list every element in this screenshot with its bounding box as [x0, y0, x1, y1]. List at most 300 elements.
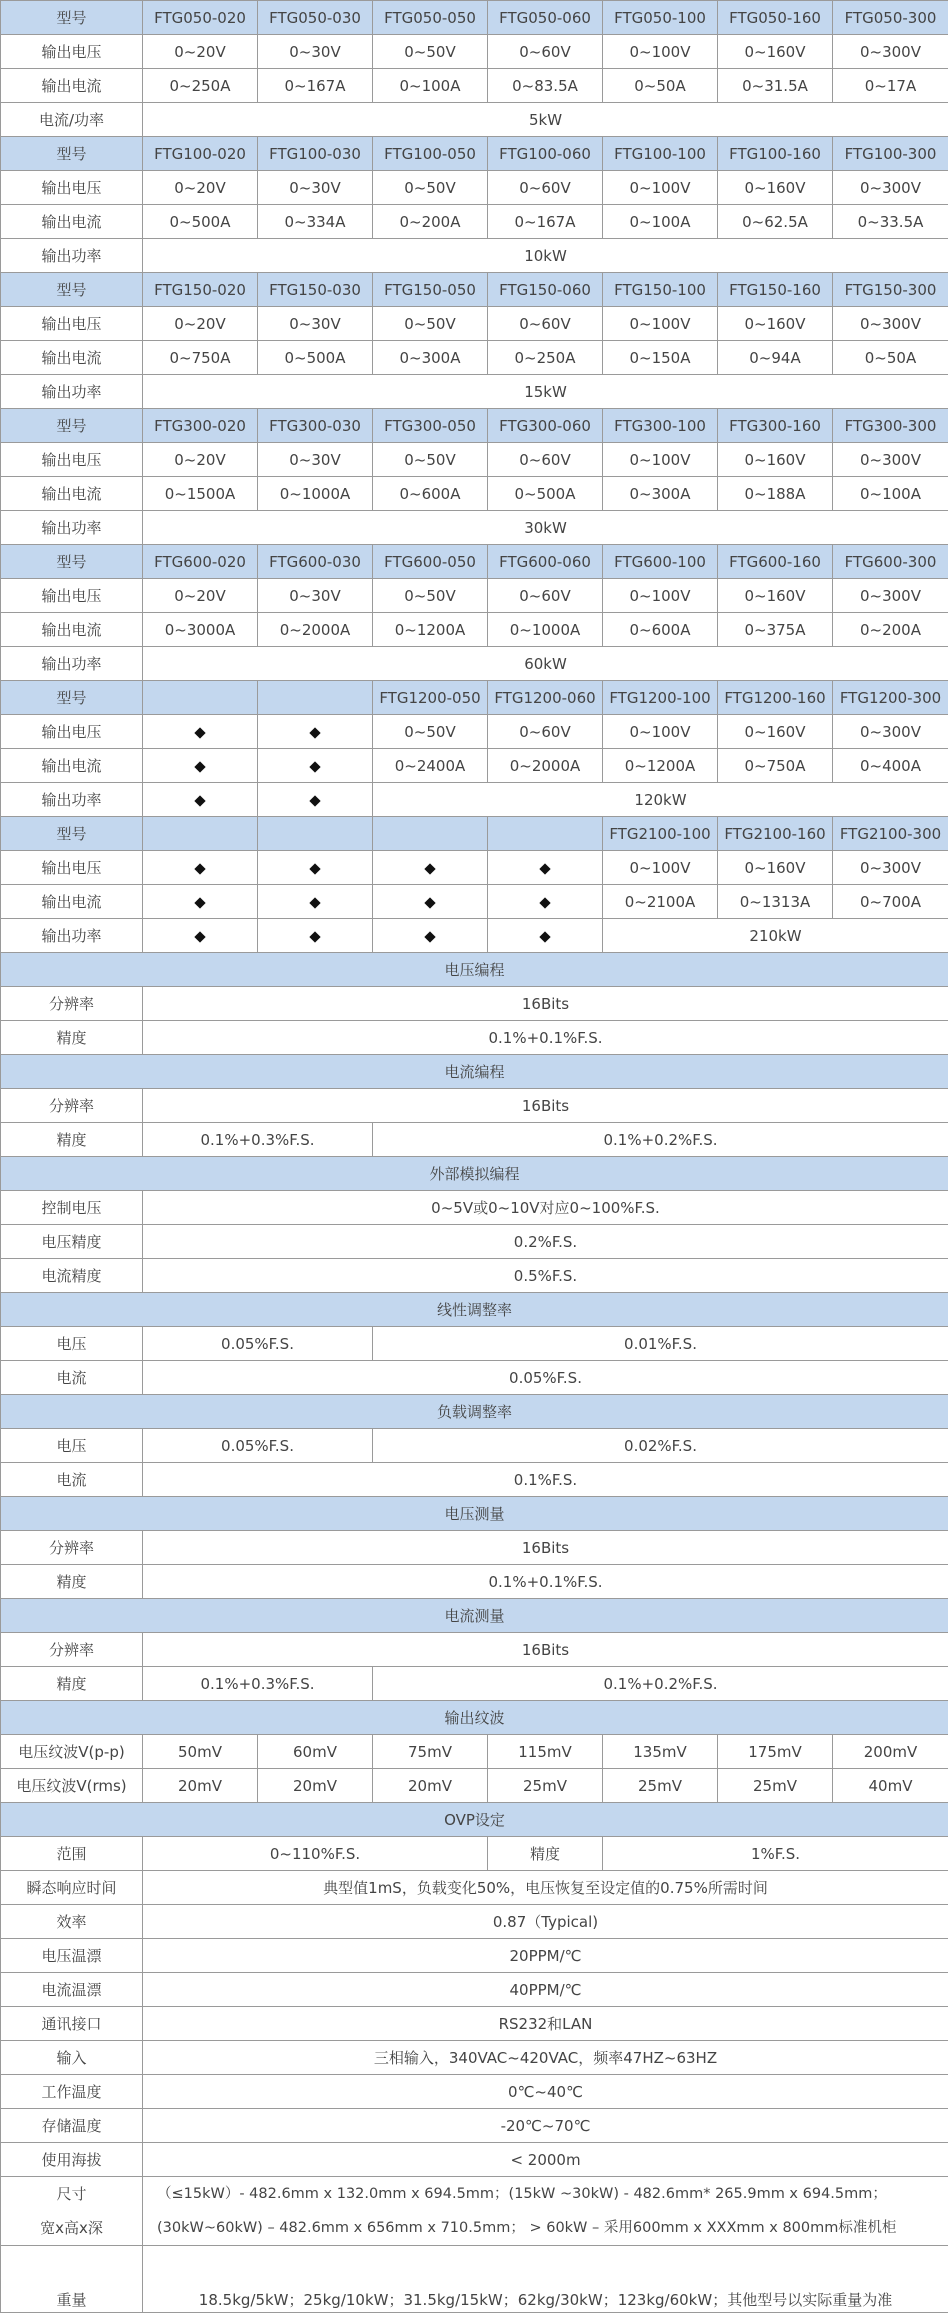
diamond-icon: [194, 795, 205, 806]
row-label-voltage-drift: 电压温漂: [1, 1939, 143, 1973]
table-row: [1, 715, 948, 749]
model-cell: FTG600-020: [143, 545, 258, 579]
row-label-control-voltage: 控制电压: [1, 1191, 143, 1225]
table-row: [1, 1089, 948, 1123]
iout-cell: 0~62.5A: [718, 205, 833, 239]
model-cell: FTG100-020: [143, 137, 258, 171]
iout-cell: 0~1000A: [488, 613, 603, 647]
model-cell: FTG300-020: [143, 409, 258, 443]
empty-model-cell: [143, 817, 258, 851]
size-cell: [143, 2177, 948, 2246]
value-cell: 0.1%F.S.: [143, 1463, 948, 1497]
model-cell: FTG1200-060: [488, 681, 603, 715]
not-available-cell: [373, 851, 488, 885]
table-row: [1, 2109, 948, 2143]
table-row: [1, 1735, 948, 1769]
row-label-current: 电流: [1, 1361, 143, 1395]
iout-cell: 0~250A: [488, 341, 603, 375]
table-row: [1, 1701, 948, 1735]
ripple-cell: 175mV: [718, 1735, 833, 1769]
row-label-model: 型号: [1, 273, 143, 307]
iout-cell: 0~300A: [603, 477, 718, 511]
model-cell: FTG100-030: [258, 137, 373, 171]
iout-cell: 0~100A: [373, 69, 488, 103]
vout-cell: 0~300V: [833, 579, 948, 613]
diamond-icon: [539, 863, 550, 874]
section-title-external-programming: 外部模拟编程: [1, 1157, 948, 1191]
section-title-load-regulation: 负载调整率: [1, 1395, 948, 1429]
vout-cell: 0~60V: [488, 579, 603, 613]
vout-cell: 0~160V: [718, 579, 833, 613]
not-available-cell: [143, 715, 258, 749]
table-row: [1, 613, 948, 647]
value-cell: 0.1%+0.2%F.S.: [373, 1123, 948, 1157]
vout-cell: 0~20V: [143, 171, 258, 205]
vout-cell: 0~20V: [143, 307, 258, 341]
table-row: [1, 1837, 948, 1871]
table-row: [1, 2041, 948, 2075]
iout-cell: 0~200A: [833, 613, 948, 647]
model-cell: FTG100-100: [603, 137, 718, 171]
table-row: [1, 919, 948, 953]
power-cell: 10kW: [143, 239, 948, 273]
value-cell: 40PPM/℃: [143, 1973, 948, 2007]
not-available-cell: [258, 749, 373, 783]
iout-cell: 0~2400A: [373, 749, 488, 783]
row-label-ripple-rms: 电压纹波V(rms): [1, 1769, 143, 1803]
table-row: [1, 749, 948, 783]
empty-model-cell: [488, 817, 603, 851]
ripple-cell: 20mV: [143, 1769, 258, 1803]
iout-cell: 0~31.5A: [718, 69, 833, 103]
row-label-iout: 输出电流: [1, 749, 143, 783]
vout-cell: 0~60V: [488, 171, 603, 205]
table-row: [1, 1803, 948, 1837]
table-row: [1, 1327, 948, 1361]
value-cell: 典型值1mS，负载变化50%，电压恢复至设定值的0.75%所需时间: [143, 1871, 948, 1905]
vout-cell: 0~100V: [603, 35, 718, 69]
value-cell: 16Bits: [143, 1089, 948, 1123]
table-row: [1, 783, 948, 817]
model-cell: FTG150-160: [718, 273, 833, 307]
diamond-icon: [309, 931, 320, 942]
model-cell: FTG150-020: [143, 273, 258, 307]
row-label-accuracy: 精度: [1, 1123, 143, 1157]
row-label-weight: 重量: [1, 2246, 143, 2313]
iout-cell: 0~167A: [488, 205, 603, 239]
value-cell: 0~110%F.S.: [143, 1837, 488, 1871]
iout-cell: 0~700A: [833, 885, 948, 919]
not-available-cell: [488, 885, 603, 919]
value-cell: 0.87（Typical): [143, 1905, 948, 1939]
row-label-vout: 输出电压: [1, 443, 143, 477]
vout-cell: 0~100V: [603, 307, 718, 341]
model-cell: FTG300-050: [373, 409, 488, 443]
table-row: [1, 1157, 948, 1191]
row-label-voltage-accuracy: 电压精度: [1, 1225, 143, 1259]
table-row: [1, 1531, 948, 1565]
table-row: [1, 1905, 948, 1939]
table-row: [1, 103, 948, 137]
not-available-cell: [258, 851, 373, 885]
diamond-icon: [194, 897, 205, 908]
vout-cell: 0~30V: [258, 35, 373, 69]
row-label-operating-temp: 工作温度: [1, 2075, 143, 2109]
row-label-power: 电流/功率: [1, 103, 143, 137]
vout-cell: 0~300V: [833, 443, 948, 477]
diamond-icon: [424, 931, 435, 942]
row-label-accuracy: 精度: [1, 1565, 143, 1599]
table-row: [1, 1633, 948, 1667]
value-cell: 0.1%+0.3%F.S.: [143, 1123, 373, 1157]
not-available-cell: [488, 851, 603, 885]
table-row: [1, 1, 948, 35]
not-available-cell: [258, 885, 373, 919]
iout-cell: 0~1200A: [603, 749, 718, 783]
ripple-cell: 20mV: [373, 1769, 488, 1803]
vout-cell: 0~300V: [833, 307, 948, 341]
vout-cell: 0~160V: [718, 171, 833, 205]
table-row: [1, 2143, 948, 2177]
model-cell: FTG600-060: [488, 545, 603, 579]
ripple-cell: 40mV: [833, 1769, 948, 1803]
model-cell: FTG150-060: [488, 273, 603, 307]
size-label-line1: 尺寸: [56, 2185, 87, 2203]
table-row: [1, 1429, 948, 1463]
row-label-resolution: 分辨率: [1, 1531, 143, 1565]
table-row: [1, 1021, 948, 1055]
model-cell: FTG050-030: [258, 1, 373, 35]
not-available-cell: [258, 783, 373, 817]
section-title-voltage-measurement: 电压测量: [1, 1497, 948, 1531]
vout-cell: 0~50V: [373, 307, 488, 341]
table-row: [1, 1293, 948, 1327]
power-cell: 30kW: [143, 511, 948, 545]
model-cell: FTG150-050: [373, 273, 488, 307]
iout-cell: 0~500A: [143, 205, 258, 239]
value-cell: 0.05%F.S.: [143, 1327, 373, 1361]
row-label-power: 输出功率: [1, 783, 143, 817]
model-cell: FTG150-030: [258, 273, 373, 307]
vout-cell: 0~50V: [373, 579, 488, 613]
vout-cell: 0~50V: [373, 715, 488, 749]
table-row: [1, 443, 948, 477]
section-title-current-measurement: 电流测量: [1, 1599, 948, 1633]
iout-cell: 0~300A: [373, 341, 488, 375]
vout-cell: 0~100V: [603, 171, 718, 205]
iout-cell: 0~750A: [143, 341, 258, 375]
iout-cell: 0~17A: [833, 69, 948, 103]
row-label-model: 型号: [1, 817, 143, 851]
row-label-accuracy: 精度: [1, 1021, 143, 1055]
model-cell: FTG600-050: [373, 545, 488, 579]
ripple-cell: 200mV: [833, 1735, 948, 1769]
iout-cell: 0~334A: [258, 205, 373, 239]
model-cell: FTG100-050: [373, 137, 488, 171]
table-row: [1, 647, 948, 681]
iout-cell: 0~250A: [143, 69, 258, 103]
ripple-cell: 25mV: [603, 1769, 718, 1803]
row-label-resolution: 分辨率: [1, 987, 143, 1021]
row-label-current: 电流: [1, 1463, 143, 1497]
section-title-ovp: OVP设定: [1, 1803, 948, 1837]
weight-cell: 18.5kg/5kW；25kg/10kW；31.5kg/15kW；62kg/30kW；123kg/60kW；其他型号以实际重量为准: [143, 2246, 948, 2313]
table-row: [1, 511, 948, 545]
row-label-model: 型号: [1, 545, 143, 579]
model-cell: FTG050-100: [603, 1, 718, 35]
row-label-model: 型号: [1, 409, 143, 443]
power-cell: 210kW: [603, 919, 948, 953]
empty-model-cell: [373, 817, 488, 851]
table-row: [1, 1259, 948, 1293]
not-available-cell: [143, 919, 258, 953]
table-row: [1, 171, 948, 205]
vout-cell: 0~160V: [718, 715, 833, 749]
value-cell: 0.5%F.S.: [143, 1259, 948, 1293]
ripple-cell: 25mV: [718, 1769, 833, 1803]
row-label-resolution: 分辨率: [1, 1633, 143, 1667]
value-cell: 16Bits: [143, 987, 948, 1021]
row-label-iout: 输出电流: [1, 205, 143, 239]
row-label-iout: 输出电流: [1, 885, 143, 919]
iout-cell: 0~50A: [833, 341, 948, 375]
iout-cell: 0~1313A: [718, 885, 833, 919]
table-row: [1, 953, 948, 987]
table-row: [1, 987, 948, 1021]
vout-cell: 0~60V: [488, 35, 603, 69]
iout-cell: 0~2100A: [603, 885, 718, 919]
table-row: [1, 1497, 948, 1531]
value-cell: 0~5V或0~10V对应0~100%F.S.: [143, 1191, 948, 1225]
vout-cell: 0~300V: [833, 35, 948, 69]
model-cell: FTG600-030: [258, 545, 373, 579]
table-row: [1, 817, 948, 851]
value-cell: 0.1%+0.1%F.S.: [143, 1021, 948, 1055]
table-row: [1, 341, 948, 375]
diamond-icon: [309, 727, 320, 738]
not-available-cell: [143, 783, 258, 817]
row-label-range: 范围: [1, 1837, 143, 1871]
empty-model-cell: [143, 681, 258, 715]
not-available-cell: [143, 885, 258, 919]
iout-cell: 0~500A: [488, 477, 603, 511]
table-row: [1, 137, 948, 171]
model-cell: FTG050-020: [143, 1, 258, 35]
row-label-iout: 输出电流: [1, 477, 143, 511]
row-label-current-accuracy: 电流精度: [1, 1259, 143, 1293]
table-row: [1, 1395, 948, 1429]
iout-cell: 0~150A: [603, 341, 718, 375]
value-cell: 16Bits: [143, 1531, 948, 1565]
model-cell: FTG2100-300: [833, 817, 948, 851]
iout-cell: 0~50A: [603, 69, 718, 103]
diamond-icon: [194, 863, 205, 874]
not-available-cell: [488, 919, 603, 953]
section-title-voltage-programming: 电压编程: [1, 953, 948, 987]
row-label-model: 型号: [1, 137, 143, 171]
table-row: [1, 1463, 948, 1497]
vout-cell: 0~100V: [603, 715, 718, 749]
vout-cell: 0~160V: [718, 851, 833, 885]
value-cell: 20PPM/℃: [143, 1939, 948, 1973]
ripple-cell: 135mV: [603, 1735, 718, 1769]
table-row: [1, 579, 948, 613]
iout-cell: 0~200A: [373, 205, 488, 239]
row-label-vout: 输出电压: [1, 579, 143, 613]
vout-cell: 0~60V: [488, 715, 603, 749]
model-cell: FTG150-300: [833, 273, 948, 307]
row-label-vout: 输出电压: [1, 307, 143, 341]
table-row: [1, 2007, 948, 2041]
model-cell: FTG100-060: [488, 137, 603, 171]
iout-cell: 0~1500A: [143, 477, 258, 511]
empty-model-cell: [258, 681, 373, 715]
model-cell: FTG1200-300: [833, 681, 948, 715]
diamond-icon: [309, 863, 320, 874]
iout-cell: 0~600A: [603, 613, 718, 647]
vout-cell: 0~30V: [258, 443, 373, 477]
size-line-2: (30kW~60kW) – 482.6mm x 656mm x 710.5mm； > 60kW – 采用600mm x XXXmm x 800mm标准机柜: [157, 2220, 897, 2236]
row-label-power: 输出功率: [1, 511, 143, 545]
model-cell: FTG2100-160: [718, 817, 833, 851]
table-row: [1, 1599, 948, 1633]
table-row: [1, 1123, 948, 1157]
iout-cell: 0~400A: [833, 749, 948, 783]
iout-cell: 0~100A: [603, 205, 718, 239]
value-cell: 0.05%F.S.: [143, 1361, 948, 1395]
model-cell: FTG600-300: [833, 545, 948, 579]
model-cell: FTG050-060: [488, 1, 603, 35]
not-available-cell: [143, 851, 258, 885]
iout-cell: 0~500A: [258, 341, 373, 375]
not-available-cell: [373, 919, 488, 953]
table-row: [1, 69, 948, 103]
table-row: [1, 1225, 948, 1259]
diamond-icon: [424, 897, 435, 908]
table-row: [1, 477, 948, 511]
power-cell: 60kW: [143, 647, 948, 681]
diamond-icon: [424, 863, 435, 874]
row-label-iout: 输出电流: [1, 613, 143, 647]
vout-cell: 0~300V: [833, 715, 948, 749]
row-label-voltage: 电压: [1, 1327, 143, 1361]
row-label-power: 输出功率: [1, 647, 143, 681]
row-label-power: 输出功率: [1, 375, 143, 409]
row-label-communication: 通讯接口: [1, 2007, 143, 2041]
table-row: [1, 2246, 948, 2313]
model-cell: FTG100-160: [718, 137, 833, 171]
row-label-voltage: 电压: [1, 1429, 143, 1463]
diamond-icon: [539, 897, 550, 908]
iout-cell: 0~1000A: [258, 477, 373, 511]
row-label-storage-temp: 存储温度: [1, 2109, 143, 2143]
row-label-vout: 输出电压: [1, 851, 143, 885]
model-cell: FTG1200-100: [603, 681, 718, 715]
table-row: [1, 35, 948, 69]
table-row: [1, 2177, 948, 2246]
iout-cell: 0~750A: [718, 749, 833, 783]
table-row: [1, 2075, 948, 2109]
iout-cell: 0~188A: [718, 477, 833, 511]
iout-cell: 0~2000A: [258, 613, 373, 647]
model-cell: FTG1200-160: [718, 681, 833, 715]
table-row: [1, 1667, 948, 1701]
ripple-cell: 60mV: [258, 1735, 373, 1769]
table-row: [1, 1973, 948, 2007]
table-row: [1, 1055, 948, 1089]
model-cell: FTG150-100: [603, 273, 718, 307]
diamond-icon: [194, 727, 205, 738]
table-row: [1, 1939, 948, 1973]
model-cell: FTG050-160: [718, 1, 833, 35]
vout-cell: 0~20V: [143, 443, 258, 477]
power-cell: 120kW: [373, 783, 948, 817]
model-cell: FTG300-030: [258, 409, 373, 443]
section-title-line-regulation: 线性调整率: [1, 1293, 948, 1327]
table-row: [1, 1871, 948, 1905]
iout-cell: 0~375A: [718, 613, 833, 647]
model-cell: FTG300-100: [603, 409, 718, 443]
diamond-icon: [539, 931, 550, 942]
power-cell: 5kW: [143, 103, 948, 137]
vout-cell: 0~60V: [488, 307, 603, 341]
value-cell: 1%F.S.: [603, 1837, 948, 1871]
iout-cell: 0~1200A: [373, 613, 488, 647]
not-available-cell: [143, 749, 258, 783]
diamond-icon: [194, 761, 205, 772]
ripple-cell: 50mV: [143, 1735, 258, 1769]
vout-cell: 0~20V: [143, 35, 258, 69]
diamond-icon: [309, 761, 320, 772]
not-available-cell: [373, 885, 488, 919]
table-row: [1, 1769, 948, 1803]
empty-model-cell: [258, 817, 373, 851]
row-label-altitude: 使用海拔: [1, 2143, 143, 2177]
iout-cell: 0~600A: [373, 477, 488, 511]
table-row: [1, 239, 948, 273]
row-label-vout: 输出电压: [1, 35, 143, 69]
model-cell: FTG600-160: [718, 545, 833, 579]
row-label-resolution: 分辨率: [1, 1089, 143, 1123]
section-title-output-ripple: 输出纹波: [1, 1701, 948, 1735]
diamond-icon: [194, 931, 205, 942]
vout-cell: 0~100V: [603, 443, 718, 477]
ripple-cell: 25mV: [488, 1769, 603, 1803]
value-cell: < 2000m: [143, 2143, 948, 2177]
vout-cell: 0~60V: [488, 443, 603, 477]
model-cell: FTG2100-100: [603, 817, 718, 851]
table-row: [1, 1361, 948, 1395]
row-label-current-drift: 电流温漂: [1, 1973, 143, 2007]
table-row: [1, 273, 948, 307]
vout-cell: 0~30V: [258, 307, 373, 341]
table-row: [1, 681, 948, 715]
model-cell: FTG1200-050: [373, 681, 488, 715]
row-label-size: [1, 2177, 143, 2246]
value-cell: RS232和LAN: [143, 2007, 948, 2041]
value-cell: 三相输入，340VAC~420VAC，频率47HZ~63HZ: [143, 2041, 948, 2075]
table-row: [1, 885, 948, 919]
value-cell: 0.1%+0.2%F.S.: [373, 1667, 948, 1701]
iout-cell: 0~167A: [258, 69, 373, 103]
section-title-current-programming: 电流编程: [1, 1055, 948, 1089]
vout-cell: 0~100V: [603, 579, 718, 613]
size-line-1: （≤15kW）- 482.6mm x 132.0mm x 694.5mm；(15kW ~30kW) - 482.6mm* 265.9mm x 694.5mm；: [157, 2186, 887, 2202]
ripple-cell: 115mV: [488, 1735, 603, 1769]
row-label-power: 输出功率: [1, 239, 143, 273]
value-cell: 0.1%+0.1%F.S.: [143, 1565, 948, 1599]
row-label-iout: 输出电流: [1, 69, 143, 103]
